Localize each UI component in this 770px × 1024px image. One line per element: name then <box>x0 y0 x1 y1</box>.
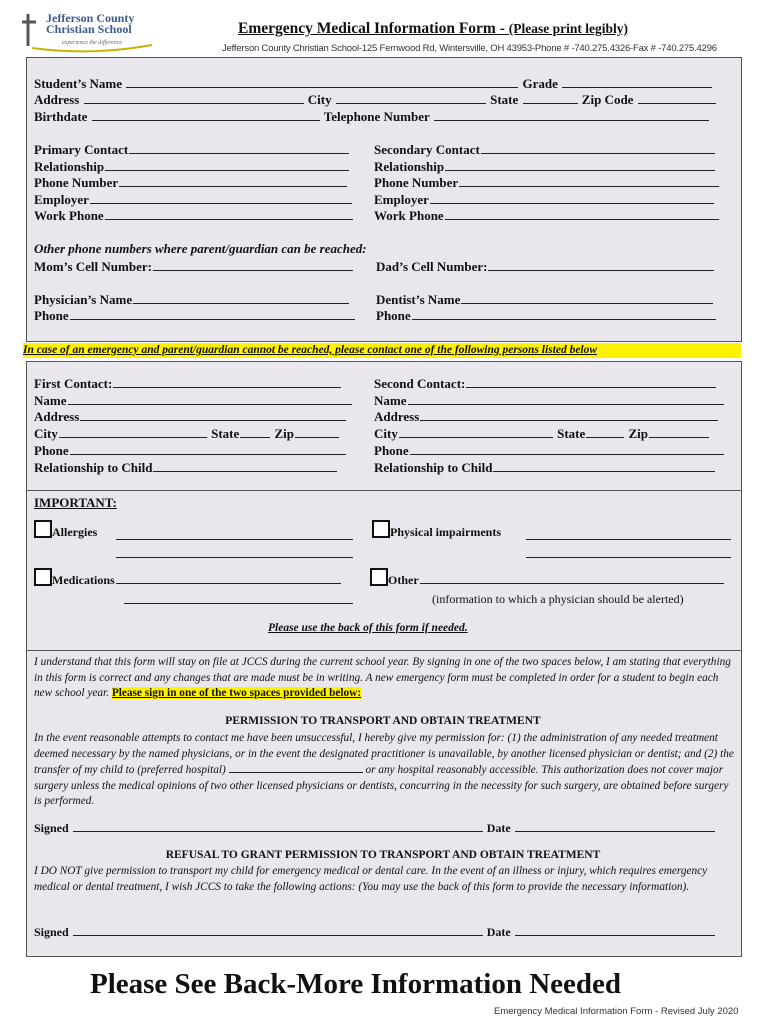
first-relationship-label: Relationship to Child <box>34 460 153 475</box>
second-contact-label: Second Contact: <box>374 376 466 391</box>
zip-label: Zip Code <box>581 92 634 107</box>
student-name-label: Student’s Name <box>34 76 122 91</box>
telephone-label: Telephone Number <box>323 109 430 124</box>
second-zip-field[interactable] <box>649 426 709 438</box>
first-phone-label: Phone <box>34 443 69 458</box>
allergies-checkbox[interactable] <box>34 520 52 538</box>
birthdate-field[interactable] <box>92 109 320 121</box>
second-state-label: State <box>557 426 586 441</box>
primary-work-phone-label: Work Phone <box>34 208 104 223</box>
dentist-phone-label: Phone <box>376 308 411 323</box>
back-of-form-note: Please use the back of this form if needed. <box>268 622 468 634</box>
secondary-phone-field[interactable] <box>459 175 719 187</box>
logo-tagline: experience the difference <box>62 40 123 46</box>
first-address-field[interactable] <box>80 409 346 421</box>
first-address-label: Address <box>34 409 80 424</box>
grade-label: Grade <box>522 76 558 91</box>
grade-field[interactable] <box>562 76 712 88</box>
physician-name-label: Physician’s Name <box>34 292 133 307</box>
first-city-label: City <box>34 426 58 441</box>
important-heading: IMPORTANT: <box>34 495 117 510</box>
first-relationship-field[interactable] <box>153 460 337 472</box>
refusal-text: I DO NOT give permission to transport my child for emergency medical or dental care. In the event of an illness or injury, which requires emergency medical or dental treatment, I wish JCCS to take the following actions: (You may use the back of this form to provide the necessary information). <box>34 865 708 893</box>
first-city-field[interactable] <box>59 426 207 438</box>
second-contact-field[interactable] <box>466 376 716 388</box>
first-name-field[interactable] <box>68 393 352 405</box>
second-relationship-field[interactable] <box>493 460 715 472</box>
secondary-work-phone-field[interactable] <box>445 208 719 220</box>
date-field[interactable] <box>515 820 715 832</box>
dad-cell-label: Dad’s Cell Number: <box>376 259 488 274</box>
city-label: City <box>307 92 332 107</box>
first-contact-label: First Contact: <box>34 376 113 391</box>
allergies-label: Allergies <box>52 525 98 539</box>
physical-impairments-label: Physical impairments <box>390 525 501 539</box>
sign-note: Please sign in one of the two spaces provided below: <box>111 687 362 699</box>
primary-contact-label: Primary Contact <box>34 142 129 157</box>
other-label: Other <box>388 573 419 587</box>
logo-name: Jefferson County Christian School <box>46 11 135 36</box>
second-phone-label: Phone <box>374 443 409 458</box>
signed-label: Signed <box>34 821 69 835</box>
primary-contact-field[interactable] <box>129 142 349 154</box>
consent-intro: I understand that this form will stay on file at JCCS during the current school year. By signing in one of the two spaces below, I am stating that everything in this form is correct and any changes that are made must be in writing. A new emergency form must be completed in order for a student to begin each new school year. Please sign in one of the two spaces provided below: <box>34 656 731 699</box>
telephone-field[interactable] <box>434 109 709 121</box>
page-subtitle: (Please print legibly) <box>508 21 628 36</box>
page-title: Emergency Medical Information Form - (Please print legibly) <box>238 20 628 37</box>
medications-checkbox[interactable] <box>34 568 52 586</box>
second-address-field[interactable] <box>420 409 718 421</box>
emergency-contacts-banner: In case of an emergency and parent/guardian cannot be reached, please contact one of the following persons listed below <box>23 343 741 358</box>
medications-label: Medications <box>52 573 115 587</box>
other-checkbox[interactable] <box>370 568 388 586</box>
state-label: State <box>490 92 519 107</box>
zip-field[interactable] <box>638 92 716 104</box>
physician-phone-label: Phone <box>34 308 69 323</box>
other-field[interactable] <box>420 572 724 584</box>
birthdate-label: Birthdate <box>34 109 88 124</box>
secondary-work-phone-label: Work Phone <box>374 208 444 223</box>
second-name-label: Name <box>374 393 407 408</box>
date-field-2[interactable] <box>515 924 715 936</box>
physician-phone-field[interactable] <box>70 308 355 320</box>
dad-cell-field[interactable] <box>488 259 714 271</box>
second-city-field[interactable] <box>399 426 553 438</box>
footer-notice: Please See Back-More Information Needed <box>90 968 622 1000</box>
medications-line-2[interactable] <box>124 603 353 604</box>
second-city-label: City <box>374 426 398 441</box>
mom-cell-field[interactable] <box>153 259 353 271</box>
second-relationship-label: Relationship to Child <box>374 460 493 475</box>
footer-revision: Emergency Medical Information Form - Revised July 2020 <box>494 1006 739 1017</box>
first-phone-field[interactable] <box>70 443 346 455</box>
secondary-phone-label: Phone Number <box>374 175 459 190</box>
second-state-field[interactable] <box>586 426 624 438</box>
school-contact-line: Jefferson County Christian School-125 Fernwood Rd, Wintersville, OH 43953-Phone # -740.275.4326-Fax # -740.275.4296 <box>222 43 717 54</box>
second-zip-label: Zip <box>628 426 649 441</box>
signature-field[interactable] <box>73 820 483 832</box>
primary-work-phone-field[interactable] <box>105 208 353 220</box>
second-phone-field[interactable] <box>410 443 724 455</box>
dentist-name-field[interactable] <box>461 292 713 304</box>
permission-heading: PERMISSION TO TRANSPORT AND OBTAIN TREATMENT <box>225 715 541 727</box>
signature-field-2[interactable] <box>73 924 483 936</box>
secondary-employer-field[interactable] <box>430 192 714 204</box>
physical-line-2[interactable] <box>526 557 731 558</box>
signed-label-2: Signed <box>34 925 69 939</box>
first-zip-field[interactable] <box>295 426 339 438</box>
student-name-field[interactable] <box>126 76 518 88</box>
physical-impairments-checkbox[interactable] <box>372 520 390 538</box>
first-state-field[interactable] <box>240 426 270 438</box>
secondary-contact-field[interactable] <box>481 142 715 154</box>
address-label: Address <box>34 92 80 107</box>
secondary-relationship-label: Relationship <box>374 159 445 174</box>
secondary-employer-label: Employer <box>374 192 429 207</box>
dentist-name-label: Dentist’s Name <box>376 292 461 307</box>
permission-text: In the event reasonable attempts to contact me have been unsuccessful, I hereby give my permission for: (1) the administration of any needed treatment deemed necessary by the named physicians, or in the event the designated practitioner is unavailable, by another licensed physician or dentist; and (2) the transfer of my child to (preferred hospital) or any hospital reasonably accessible. This authorization does not cover major surgery unless the medical opinions of two other licensed physicians or dentists, concurring in the necessity for such surgery, are obtained before surgery is performed. <box>34 732 734 807</box>
first-contact-field[interactable] <box>113 376 341 388</box>
primary-employer-field[interactable] <box>90 192 352 204</box>
first-zip-label: Zip <box>274 426 295 441</box>
primary-phone-field[interactable] <box>119 175 347 187</box>
state-field[interactable] <box>523 92 578 104</box>
medications-field[interactable] <box>116 572 341 584</box>
first-name-label: Name <box>34 393 67 408</box>
second-address-label: Address <box>374 409 420 424</box>
refusal-heading: REFUSAL TO GRANT PERMISSION TO TRANSPORT AND OBTAIN TREATMENT <box>165 849 601 861</box>
physical-line-1[interactable] <box>526 539 731 540</box>
address-field[interactable] <box>84 92 304 104</box>
secondary-relationship-field[interactable] <box>445 159 715 171</box>
physician-name-field[interactable] <box>133 292 349 304</box>
other-phones-heading: Other phone numbers where parent/guardian can be reached: <box>34 241 367 256</box>
primary-relationship-label: Relationship <box>34 159 105 174</box>
dentist-phone-field[interactable] <box>412 308 716 320</box>
secondary-contact-label: Secondary Contact <box>374 142 480 157</box>
mom-cell-label: Mom’s Cell Number: <box>34 259 152 274</box>
primary-relationship-field[interactable] <box>105 159 349 171</box>
preferred-hospital-field[interactable] <box>229 762 363 773</box>
other-note: (information to which a physician should be alerted) <box>432 592 684 606</box>
allergies-line-1[interactable] <box>116 539 353 540</box>
primary-employer-label: Employer <box>34 192 89 207</box>
allergies-line-2[interactable] <box>116 557 353 558</box>
date-label: Date <box>486 821 511 835</box>
first-state-label: State <box>211 426 240 441</box>
second-name-field[interactable] <box>408 393 724 405</box>
primary-phone-label: Phone Number <box>34 175 119 190</box>
date-label-2: Date <box>486 925 511 939</box>
city-field[interactable] <box>336 92 486 104</box>
